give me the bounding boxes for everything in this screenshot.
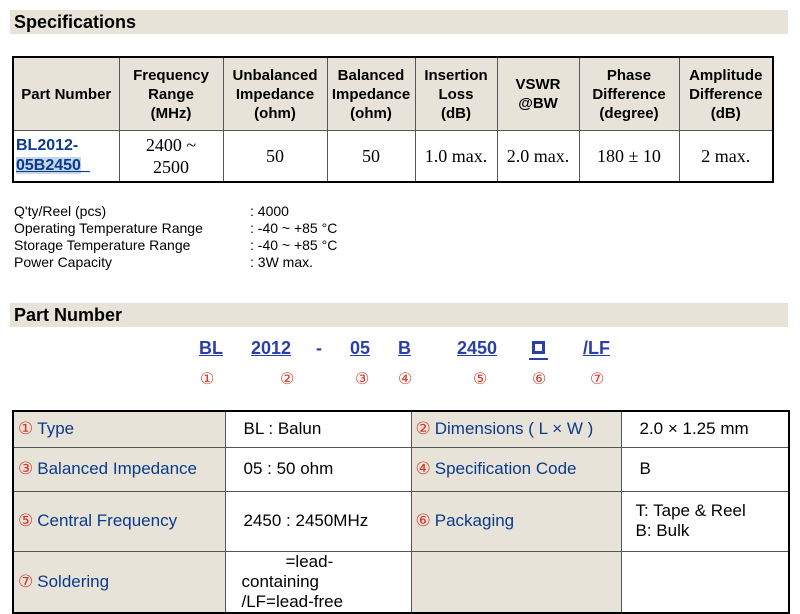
- legend-row-3: [13, 491, 789, 551]
- header-unbalanced-impedance: Unbalanced Impedance (ohm): [223, 57, 327, 131]
- cell-frequency-range: 2400 ~ 2500: [119, 131, 223, 183]
- marker-3: ③: [355, 371, 370, 388]
- header-frequency-range: Frequency Range (MHz): [119, 57, 223, 131]
- code-frequency: 2450: [457, 338, 498, 358]
- legend-value-specification-code: B: [621, 447, 789, 491]
- specifications-table: [12, 56, 774, 183]
- legend-row-4: [13, 551, 789, 613]
- marker-5: ⑤: [473, 371, 488, 388]
- header-part-number: Part Number: [13, 57, 119, 131]
- packaging-square-underline: [529, 358, 548, 360]
- header-phase-difference: Phase Difference (degree): [579, 57, 679, 131]
- specifications-heading: Specifications: [10, 10, 788, 34]
- part-number-legend-table: [12, 410, 790, 614]
- header-insertion-loss: Insertion Loss (dB): [415, 57, 497, 131]
- marker-4: ④: [398, 371, 413, 388]
- legend-value-packaging: T: Tape & Reel B: Bulk: [621, 491, 789, 551]
- cell-phase-difference: 180 ± 10: [579, 131, 679, 183]
- marker-2: ②: [280, 371, 295, 388]
- cell-balanced-impedance: 50: [327, 131, 415, 183]
- cell-insertion-loss: 1.0 max.: [415, 131, 497, 183]
- code-series: BL: [199, 338, 223, 358]
- legend-key-central-frequency: ⑤ Central Frequency: [13, 491, 225, 551]
- marker-7: ⑦: [590, 371, 605, 388]
- legend-key-type: ① Type: [13, 411, 225, 447]
- legend-row-2: [13, 447, 789, 491]
- legend-key-empty: [411, 551, 621, 613]
- cell-unbalanced-impedance: 50: [223, 131, 327, 183]
- marker-1: ①: [200, 371, 215, 388]
- header-balanced-impedance: Balanced Impedance (ohm): [327, 57, 415, 131]
- legend-value-central-frequency: 2450 : 2450MHz: [225, 491, 411, 551]
- cell-vswr: 2.0 max.: [497, 131, 579, 183]
- legend-value-balanced-impedance: 05 : 50 ohm: [225, 447, 411, 491]
- legend-value-empty: [621, 551, 789, 613]
- legend-key-soldering: ⑦ Soldering: [13, 551, 225, 613]
- code-dash: -: [316, 338, 322, 358]
- legend-value-dimensions: 2.0 × 1.25 mm: [621, 411, 789, 447]
- code-soldering: /LF: [583, 338, 610, 358]
- legend-key-specification-code: ④ Specification Code: [411, 447, 621, 491]
- code-impedance: 05: [350, 338, 371, 358]
- legend-key-balanced-impedance: ③ Balanced Impedance: [13, 447, 225, 491]
- part-number-heading: Part Number: [10, 303, 788, 327]
- header-vswr: VSWR @BW: [497, 57, 579, 131]
- marker-6: ⑥: [532, 371, 547, 388]
- header-amplitude-difference: Amplitude Difference (dB): [679, 57, 773, 131]
- cell-amplitude-difference: 2 max.: [679, 131, 773, 183]
- spec-header-row: [13, 57, 773, 131]
- cell-part-number[interactable]: BL2012- 05B2450_: [13, 131, 119, 183]
- legend-key-dimensions: ② Dimensions ( L × W ): [411, 411, 621, 447]
- code-spec: B: [398, 338, 411, 358]
- legend-key-packaging: ⑥ Packaging: [411, 491, 621, 551]
- legend-value-soldering: =lead-containing /LF=lead-free: [225, 551, 411, 613]
- code-dimensions: 2012: [251, 338, 292, 358]
- legend-value-type: BL : Balun: [225, 411, 411, 447]
- packaging-square-icon: [532, 341, 545, 354]
- legend-row-1: [13, 411, 789, 447]
- spec-data-row: [13, 131, 773, 183]
